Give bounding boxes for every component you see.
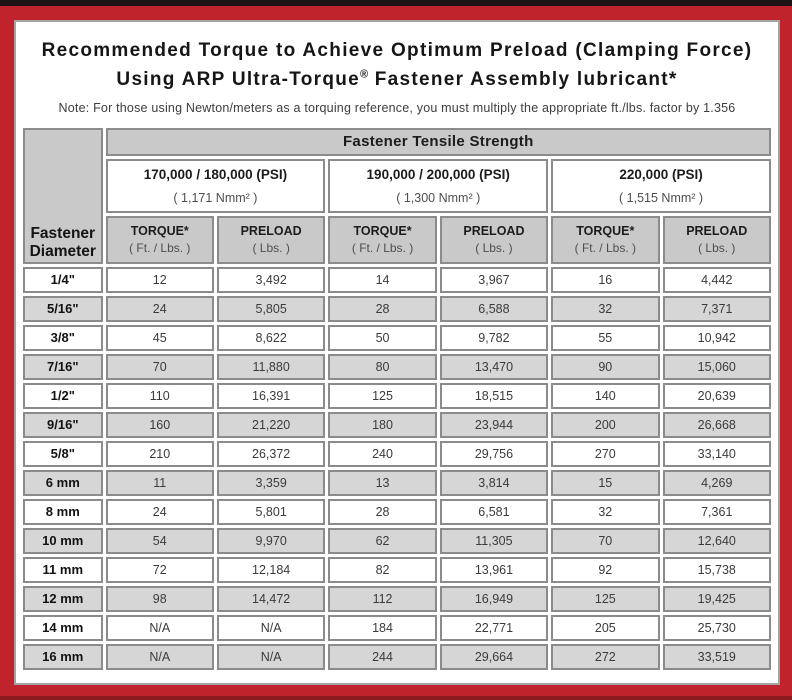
tensile-strength-header: Fastener Tensile Strength [106, 128, 771, 156]
preload-value-cell: 3,814 [440, 470, 548, 496]
preload-value-cell: 8,622 [217, 325, 325, 351]
torque-value-cell: 184 [328, 615, 436, 641]
torque-label: TORQUE* [353, 224, 412, 239]
preload-unit: ( Lbs. ) [698, 241, 736, 256]
diameter-cell: 1/4" [23, 267, 103, 293]
torque-value-cell: 98 [106, 586, 214, 612]
torque-value-cell: 55 [551, 325, 659, 351]
strength-group-190-200 [328, 159, 548, 213]
preload-value-cell: 33,140 [663, 441, 771, 467]
top-dark-strip [0, 0, 792, 6]
torque-value-cell: 112 [328, 586, 436, 612]
torque-value-cell: 90 [551, 354, 659, 380]
torque-value-cell: 28 [328, 499, 436, 525]
content-area [14, 20, 780, 685]
table-row [23, 528, 771, 554]
torque-value-cell: 12 [106, 267, 214, 293]
torque-unit: ( Ft. / Lbs. ) [129, 241, 191, 256]
psi-label: 220,000 (PSI) [619, 166, 703, 182]
table-row [23, 557, 771, 583]
preload-value-cell: 33,519 [663, 644, 771, 670]
preload-value-cell: 16,391 [217, 383, 325, 409]
page-title [20, 36, 774, 95]
preload-value-cell: 25,730 [663, 615, 771, 641]
torque-value-cell: 272 [551, 644, 659, 670]
table-row [23, 441, 771, 467]
torque-value-cell: 244 [328, 644, 436, 670]
table-row [23, 325, 771, 351]
torque-value-cell: 54 [106, 528, 214, 554]
title-line2: Using ARP Ultra-Torque [116, 69, 361, 91]
table-row [23, 586, 771, 612]
torque-value-cell: N/A [106, 644, 214, 670]
torque-value-cell: 24 [106, 296, 214, 322]
torque-value-cell: 15 [551, 470, 659, 496]
torque-header-cell [106, 216, 214, 264]
diameter-cell: 10 mm [23, 528, 103, 554]
preload-value-cell: 6,588 [440, 296, 548, 322]
preload-value-cell: 12,184 [217, 557, 325, 583]
table-row [23, 267, 771, 293]
torque-value-cell: 16 [551, 267, 659, 293]
psi-label: 170,000 / 180,000 (PSI) [143, 166, 288, 182]
preload-value-cell: 7,371 [663, 296, 771, 322]
diameter-cell: 5/8" [23, 441, 103, 467]
preload-value-cell: 3,359 [217, 470, 325, 496]
torque-label: TORQUE* [576, 224, 635, 239]
preload-unit: ( Lbs. ) [475, 241, 513, 256]
table-row [23, 499, 771, 525]
preload-value-cell: 9,782 [440, 325, 548, 351]
torque-value-cell: 110 [106, 383, 214, 409]
table-row [23, 470, 771, 496]
strength-group-170-180 [106, 159, 326, 213]
preload-value-cell: 22,771 [440, 615, 548, 641]
torque-value-cell: 32 [551, 499, 659, 525]
preload-value-cell: 12,640 [663, 528, 771, 554]
diameter-cell: 16 mm [23, 644, 103, 670]
preload-value-cell: 6,581 [440, 499, 548, 525]
diameter-cell: 9/16" [23, 412, 103, 438]
preload-value-cell: 11,880 [217, 354, 325, 380]
preload-value-cell: 26,372 [217, 441, 325, 467]
fastener-diameter-line1: Fastener [30, 224, 96, 242]
preload-value-cell: 14,472 [217, 586, 325, 612]
preload-value-cell: 20,639 [663, 383, 771, 409]
strength-group-220 [551, 159, 771, 213]
table-row [23, 644, 771, 670]
title-line2-end: Fastener Assembly lubricant* [368, 69, 678, 91]
torque-value-cell: 32 [551, 296, 659, 322]
preload-value-cell: 29,756 [440, 441, 548, 467]
fastener-diameter-header [23, 128, 103, 264]
table-row [23, 354, 771, 380]
title-line1: Recommended Torque to Achieve Optimum Preload (Clamping Force) [41, 40, 753, 61]
torque-header-cell [328, 216, 436, 264]
preload-value-cell: 3,492 [217, 267, 325, 293]
diameter-cell: 11 mm [23, 557, 103, 583]
diameter-cell: 6 mm [23, 470, 103, 496]
torque-value-cell: 125 [328, 383, 436, 409]
diameter-cell: 1/2" [23, 383, 103, 409]
preload-value-cell: 7,361 [663, 499, 771, 525]
preload-value-cell: 23,944 [440, 412, 548, 438]
preload-label: PRELOAD [686, 224, 748, 239]
torque-value-cell: 205 [551, 615, 659, 641]
torque-value-cell: 240 [328, 441, 436, 467]
preload-value-cell: 4,442 [663, 267, 771, 293]
preload-value-cell: 26,668 [663, 412, 771, 438]
preload-value-cell: 29,664 [440, 644, 548, 670]
nmm-label: ( 1,171 Nmm² ) [173, 190, 258, 205]
torque-value-cell: 180 [328, 412, 436, 438]
torque-table [20, 125, 774, 673]
preload-value-cell: 19,425 [663, 586, 771, 612]
preload-header-cell [440, 216, 548, 264]
table-row [23, 383, 771, 409]
preload-value-cell: 18,515 [440, 383, 548, 409]
preload-value-cell: 5,805 [217, 296, 325, 322]
torque-value-cell: 13 [328, 470, 436, 496]
preload-value-cell: 11,305 [440, 528, 548, 554]
table-row [23, 296, 771, 322]
torque-label: TORQUE* [130, 224, 189, 239]
torque-value-cell: 72 [106, 557, 214, 583]
preload-value-cell: 3,967 [440, 267, 548, 293]
torque-value-cell: 50 [328, 325, 436, 351]
torque-value-cell: 70 [551, 528, 659, 554]
torque-value-cell: 160 [106, 412, 214, 438]
torque-unit: ( Ft. / Lbs. ) [351, 241, 414, 256]
bottom-dark-strip [0, 696, 792, 700]
registered-mark: ® [360, 69, 369, 82]
preload-value-cell: 21,220 [217, 412, 325, 438]
torque-value-cell: 200 [551, 412, 659, 438]
preload-value-cell: 16,949 [440, 586, 548, 612]
torque-value-cell: 125 [551, 586, 659, 612]
preload-value-cell: 9,970 [217, 528, 325, 554]
torque-value-cell: 70 [106, 354, 214, 380]
nmm-label: ( 1,515 Nmm² ) [619, 190, 704, 205]
torque-value-cell: 92 [551, 557, 659, 583]
preload-value-cell: 15,060 [663, 354, 771, 380]
diameter-cell: 12 mm [23, 586, 103, 612]
torque-value-cell: 14 [328, 267, 436, 293]
torque-unit: ( Ft. / Lbs. ) [574, 241, 636, 256]
preload-value-cell: 4,269 [663, 470, 771, 496]
fastener-diameter-line2: Diameter [29, 243, 96, 261]
preload-header-cell [663, 216, 771, 264]
preload-value-cell: 5,801 [217, 499, 325, 525]
psi-label: 190,000 / 200,000 (PSI) [366, 166, 510, 182]
note-text: Note: For those using Newton/meters as a torquing reference, you must multiply the appropriate ft./lbs. factor by 1.356 [58, 100, 736, 115]
torque-value-cell: 140 [551, 383, 659, 409]
torque-value-cell: 11 [106, 470, 214, 496]
preload-label: PRELOAD [240, 224, 302, 239]
torque-value-cell: 82 [328, 557, 436, 583]
diameter-cell: 14 mm [23, 615, 103, 641]
preload-header-cell [217, 216, 325, 264]
torque-value-cell: 24 [106, 499, 214, 525]
preload-value-cell: N/A [217, 615, 325, 641]
table-row [23, 412, 771, 438]
diameter-cell: 7/16" [23, 354, 103, 380]
diameter-cell: 5/16" [23, 296, 103, 322]
preload-unit: ( Lbs. ) [252, 241, 290, 256]
diameter-cell: 8 mm [23, 499, 103, 525]
table-row [23, 615, 771, 641]
preload-label: PRELOAD [463, 224, 525, 239]
torque-header-cell [551, 216, 659, 264]
torque-value-cell: 28 [328, 296, 436, 322]
preload-value-cell: 10,942 [663, 325, 771, 351]
preload-value-cell: 13,961 [440, 557, 548, 583]
preload-value-cell: 15,738 [663, 557, 771, 583]
torque-value-cell: 45 [106, 325, 214, 351]
nmm-label: ( 1,300 Nmm² ) [396, 190, 481, 205]
torque-value-cell: 62 [328, 528, 436, 554]
torque-value-cell: 210 [106, 441, 214, 467]
torque-value-cell: 80 [328, 354, 436, 380]
torque-value-cell: N/A [106, 615, 214, 641]
preload-value-cell: 13,470 [440, 354, 548, 380]
preload-value-cell: N/A [217, 644, 325, 670]
diameter-cell: 3/8" [23, 325, 103, 351]
torque-value-cell: 270 [551, 441, 659, 467]
